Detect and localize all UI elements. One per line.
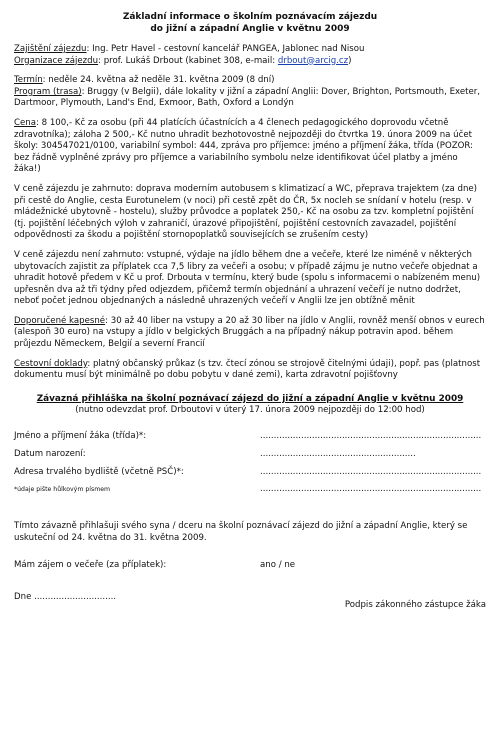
pocket-money-paragraph <box>14 316 486 351</box>
price-paragraph <box>14 118 486 176</box>
organization-paragraph <box>14 44 486 67</box>
org-text-1: : Ing. Petr Havel - cestovní kancelář PANGEA, Jablonec nad Nisou <box>86 44 365 54</box>
included-paragraph: V ceně zájezdu je zahrnuto: doprava moderním autobusem s klimatizací a WC, přeprava trajektem (za dne) při cestě do Anglie, cesta Eurotunelem (v noci) při cestě zpět do ČR, 5x nocleh se snídaní v hotelu (resp. v mládežnické ubytovně - hostelu), služby průvodce a poplatek 250,- Kč na osobu za tzv. kompletní pojištění (tj. pojištění léčebných výloh v zahraničí, úrazové připojištění, pojištění cestovních zavazadel, pojištění odpovědnosti za škodu a pojištění stornopoplatků souvisejících se zrušením cesty) <box>14 183 478 241</box>
title-line-1: Základní informace o školním poznávacím zájezdu <box>122 12 378 22</box>
org-label-2: Organizace zájezdu <box>14 55 99 66</box>
field-row-birthdate[interactable] <box>14 449 486 467</box>
docs-text: : platný občanský průkaz (s tzv. čtecí zónou se strojově čitelnými údaji), popř. pas (platnost dokumentu musí být minimálně po dobu pobytu v dané zemi), karta zdravotní pojišťovny <box>14 358 481 381</box>
org-text-2: : prof. Lukáš Drbout (kabinet 308, e-mail: <box>98 55 278 66</box>
field-row-address[interactable] <box>14 467 486 485</box>
date-field[interactable]: Dne .............................. <box>14 591 117 602</box>
org-close: ) <box>348 55 352 66</box>
page-title <box>14 12 486 35</box>
application-title: Závazná přihláška na školní poznávací zájezd do jižní a západní Anglie v květnu 2009 <box>36 393 464 404</box>
application-subtitle: (nutno odevzdat prof. Drboutovi v úterý 17. února 2009 nejpozději do 12:00 hod) <box>75 405 425 416</box>
field-dots-birthdate[interactable]: ......................................................... <box>260 448 416 459</box>
signature-area <box>14 592 486 612</box>
price-text: : 8 100,- Kč za osobu (při 44 platících účastnících a 4 členech pedagogického doprovodu včetně zdravotníka); záloha 2 500,- Kč nutno uhradit bezhotovostně nejpozději do čtvrtka 19. února 2009 na účet školy: 304547021/0100, variabilní symbol: 444, zpráva pro příjemce: jméno a příjmení žáka, třída (POZOR: bez řádně vyplněné zprávy pro příjemce a variabilního symbolu nelze identifikovat účel platby a jméno žáka!) <box>14 117 473 175</box>
field-row-address-2[interactable] <box>14 485 486 503</box>
not-included-paragraph: V ceně zájezdu není zahrnuto: vstupné, výdaje na jídlo během dne a večeře, které lze niméně v některých ubytovacích zajistit za příplatek cca 7,5 libry za večeři a osobu; v případě zájmu je nutno večeře objednat a uhradit hotově předem v Kč u prof. Drbouta v termínu, který bude (spolu s informacemi o nabízeném menu) upřesněn dva až tři týdny před odjezdem, přičemž termín objednání a uhrazení večeří je nutno dodržet, neboť počet jednou objednaných a následně uhrazených večeří v Anglii lze jen obtížně měnit <box>14 249 481 307</box>
field-dots-address[interactable]: ................................................................................. <box>260 466 482 477</box>
signature-label: Podpis zákonného zástupce žáka <box>344 599 486 610</box>
program-label: Program (trasa) <box>14 86 82 97</box>
docs-label: Cestovní doklady <box>14 358 88 369</box>
dinner-interest-options[interactable]: ano / ne <box>260 560 296 571</box>
term-label: Termín <box>14 75 43 86</box>
documents-paragraph <box>14 359 486 382</box>
term-text: : neděle 24. května až neděle 31. května 2009 (8 dní) <box>42 75 275 86</box>
field-label-birthdate: Datum narození: <box>14 448 86 459</box>
dinner-interest-label: Mám zájem o večeře (za příplatek): <box>14 560 167 571</box>
dinner-interest-row <box>14 560 486 572</box>
field-row-name[interactable] <box>14 431 486 449</box>
email-link[interactable]: drbout@arcig.cz <box>277 55 349 66</box>
pocket-label: Doporučené kapesné <box>14 315 106 326</box>
capitals-note: *údaje pište hůlkovým písmem <box>14 485 111 493</box>
field-dots-address-2[interactable]: ................................................................................. <box>260 483 482 494</box>
declaration-text: Tímto závazně přihlašuji svého syna / dceru na školní poznávací zájezd do jižní a západní Anglie, který se uskuteční od 24. května do 31. května 2009. <box>14 520 468 543</box>
field-label-address: Adresa trvalého bydliště (včetně PSČ)*: <box>14 466 184 477</box>
field-label-name: Jméno a příjmení žáka (třída)*: <box>14 430 147 441</box>
pocket-text: : 30 až 40 liber na vstupy a 20 až 30 liber na jídlo v Anglii, rovněž menší obnos v eurech (alespoň 30 euro) na vstupy a jídlo v belgických Bruggách a na případný nákup potravin apod. během průjezdu Německem, Belgií a severní Francií <box>14 315 485 350</box>
program-text: : Bruggy (v Belgii), dále lokality v jižní a západní Anglii: Dover, Brighton, Portsmouth, Exeter, Dartmoor, Plymouth, Land's End, Exmoor, Bath, Oxford a Londýn <box>14 86 481 109</box>
term-paragraph <box>14 75 486 110</box>
title-line-2: do jižní a západní Anglie v květnu 2009 <box>150 23 350 34</box>
price-label: Cena <box>14 117 37 128</box>
field-dots-name[interactable]: ................................................................................. <box>260 430 482 441</box>
org-label-1: Zajištění zájezdu <box>14 44 87 54</box>
